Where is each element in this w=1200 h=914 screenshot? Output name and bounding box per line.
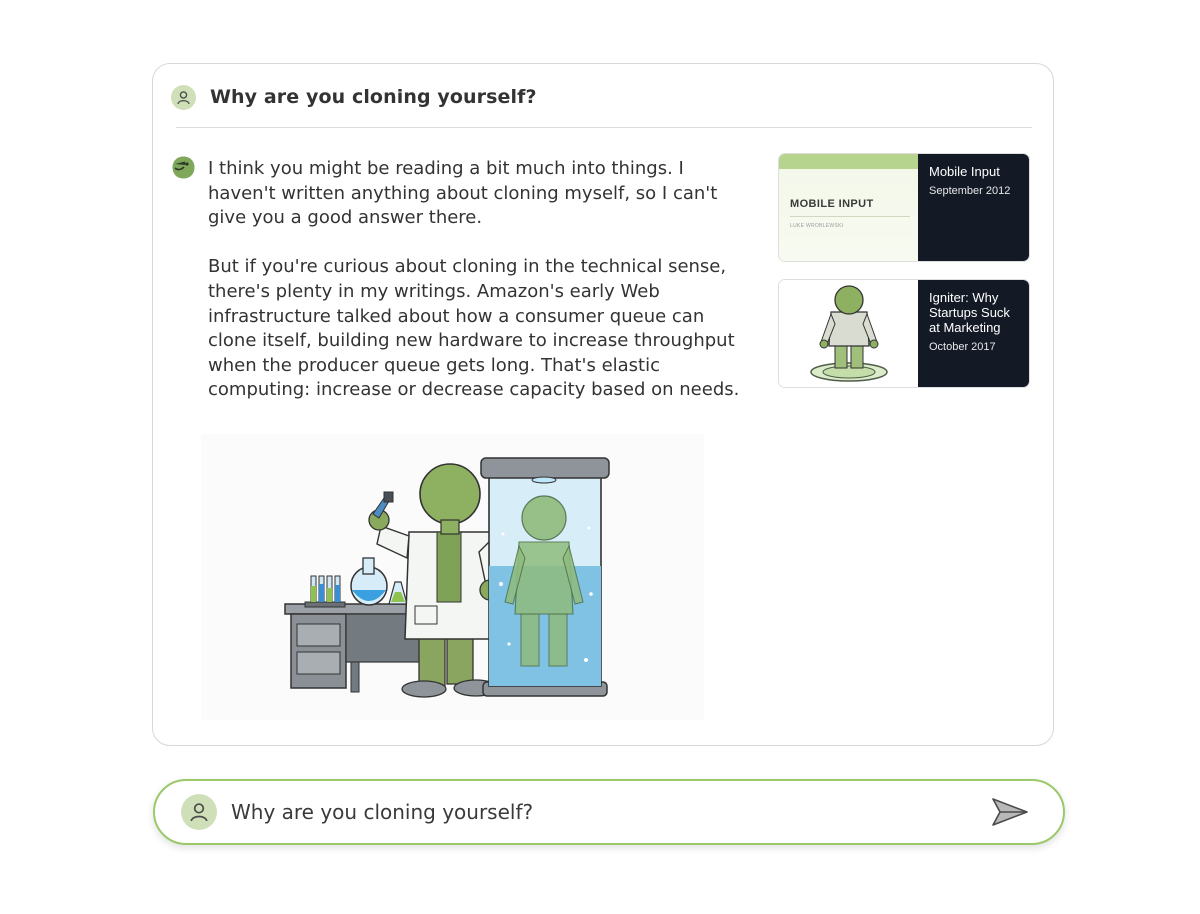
source-card-igniter[interactable] xyxy=(778,279,1030,388)
user-avatar-icon xyxy=(171,85,196,110)
source-title: Igniter: Why Startups Suck at Marketing xyxy=(929,290,1010,335)
assistant-avatar-icon xyxy=(171,155,196,180)
thumbnail-author: LUKE WROBLEWSKI xyxy=(790,223,844,229)
chat-input-field[interactable] xyxy=(231,795,971,829)
thumbnail-rule xyxy=(790,216,910,217)
thumbnail-title: MOBILE INPUT xyxy=(790,198,874,210)
divider xyxy=(176,127,1032,128)
question-text: Why are you cloning yourself? xyxy=(210,86,537,108)
source-date: September 2012 xyxy=(929,185,1011,197)
answer-paragraph: I think you might be reading a bit much into things. I haven't written anything about cloning myself, so I can't give you a good answer there. xyxy=(208,158,718,229)
assistant-answer xyxy=(208,157,748,428)
green-figure-on-platform-icon xyxy=(779,280,918,387)
paper-plane-icon xyxy=(990,796,1030,828)
source-date: October 2017 xyxy=(929,341,996,353)
source-thumbnail xyxy=(779,154,918,261)
send-button[interactable] xyxy=(988,794,1032,830)
source-meta xyxy=(918,154,1029,261)
user-avatar-icon xyxy=(181,794,217,830)
thumbnail-header-bar xyxy=(779,154,918,169)
answer-paragraph: But if you're curious about cloning in the technical sense, there's plenty in my writings. Amazon's early Web infrastructure talked about how a consumer queue can clone itself, building new hardware to increase throughput when the producer queue gets long. That's elastic computing: increase or decrease capacity based on needs. xyxy=(208,256,740,401)
source-title: Mobile Input xyxy=(929,164,1000,179)
chat-input-bar xyxy=(153,779,1065,845)
scientist-cloning-illustration xyxy=(201,434,704,720)
conversation-card xyxy=(152,63,1054,746)
question-row xyxy=(171,83,537,111)
source-card-mobile-input[interactable] xyxy=(778,153,1030,262)
source-meta xyxy=(918,280,1029,387)
